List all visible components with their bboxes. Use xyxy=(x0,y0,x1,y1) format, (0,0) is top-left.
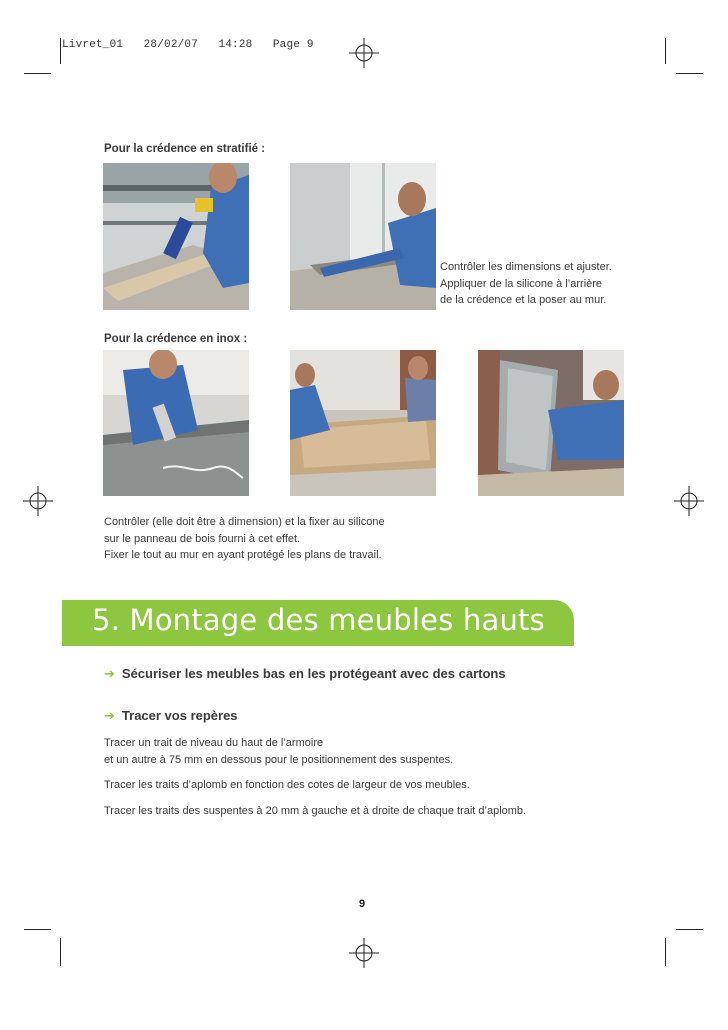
paragraph-level-line xyxy=(104,735,453,768)
caption-stratifie xyxy=(440,259,612,309)
photo-positioning-laminate-backsplash xyxy=(290,163,436,310)
print-slug xyxy=(62,39,314,51)
step-title: Sécuriser les meubles bas en les protégeant avec des cartons xyxy=(121,666,506,681)
photo-placing-wood-panel xyxy=(290,350,436,496)
registration-mark-top xyxy=(349,38,379,68)
paragraph-plumb-lines xyxy=(104,777,470,794)
section-title: 5. Montage des meubles hauts xyxy=(92,603,545,637)
page-number: 9 xyxy=(359,898,366,910)
step-secure-base-units xyxy=(104,666,506,682)
paragraph-line: Tracer les traits d’aplomb en fonction des cotes de largeur de vos meubles. xyxy=(104,779,470,791)
slug-file: Livret_01 xyxy=(62,39,124,51)
slug-page: Page 9 xyxy=(272,39,314,51)
crop-mark-tr-v xyxy=(665,38,666,64)
caption-line: Fixer le tout au mur en ayant protégé les plans de travail. xyxy=(104,549,382,561)
crop-mark-bl-v xyxy=(60,938,61,966)
photo-silicone-application-laminate xyxy=(103,163,249,310)
crop-mark-tl-h xyxy=(24,73,51,74)
registration-mark-right xyxy=(674,486,704,516)
caption-line: sur le panneau de bois fourni à cet effet. xyxy=(104,532,301,545)
crop-mark-tr-h xyxy=(676,73,703,74)
step-trace-marks xyxy=(104,708,238,724)
caption-line: Contrôler (elle doit être à dimension) et la fixer au silicone xyxy=(104,516,385,528)
registration-mark-left xyxy=(23,486,53,516)
paragraph-line: Tracer les traits des suspentes à 20 mm à gauche et à droite de chaque trait d’aplomb. xyxy=(104,805,527,817)
paragraph-suspension-lines xyxy=(104,803,526,820)
heading-stratifie: Pour la crédence en stratifié : xyxy=(104,143,266,155)
photo-fixing-steel-backsplash xyxy=(478,350,624,496)
slug-date: 28/02/07 xyxy=(143,39,199,51)
crop-mark-br-h xyxy=(676,929,703,930)
arrow-right-icon: ➔ xyxy=(104,708,115,723)
photo-silicone-on-steel-panel xyxy=(103,350,249,496)
caption-line: Contrôler les dimensions et ajuster. xyxy=(440,261,612,273)
crop-mark-bl-h xyxy=(24,929,51,930)
slug-time: 14:28 xyxy=(218,39,253,51)
paragraph-line: Tracer un trait de niveau du haut de l’armoire xyxy=(104,737,324,749)
caption-line: Appliquer de la silicone à l’arrière xyxy=(440,277,603,290)
caption-line: de la crédence et la poser au mur. xyxy=(440,294,607,306)
heading-inox: Pour la crédence en inox : xyxy=(104,333,248,345)
caption-inox xyxy=(104,514,385,564)
step-title: Tracer vos repères xyxy=(121,708,238,723)
paragraph-line: et un autre à 75 mm en dessous pour le positionnement des suspentes. xyxy=(104,753,454,766)
arrow-right-icon: ➔ xyxy=(104,666,115,681)
crop-mark-br-v xyxy=(665,938,666,966)
crop-mark-tl-v xyxy=(60,38,61,64)
registration-mark-bottom xyxy=(349,938,379,968)
